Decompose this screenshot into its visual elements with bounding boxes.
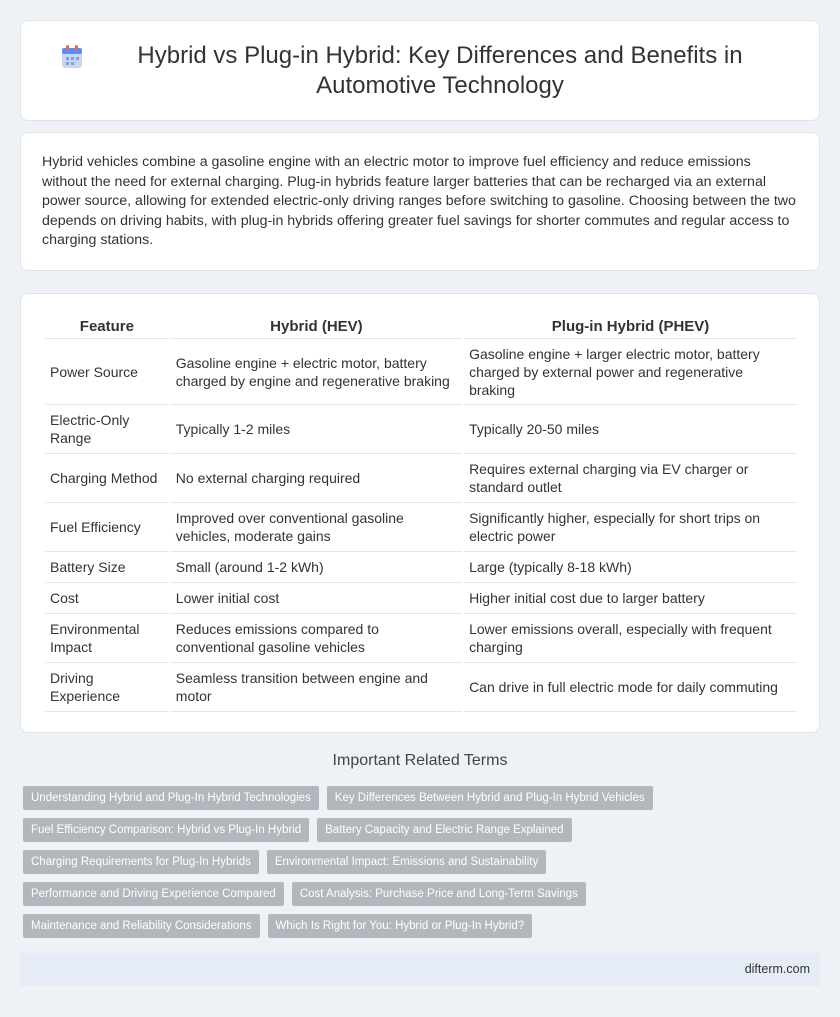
hev-cell: No external charging required	[171, 454, 462, 503]
phev-cell: Requires external charging via EV charger or standard outlet	[464, 454, 797, 503]
phev-cell: Typically 20-50 miles	[464, 405, 797, 454]
related-term-tag[interactable]: Cost Analysis: Purchase Price and Long-Term Savings	[292, 882, 586, 906]
hev-cell: Small (around 1-2 kWh)	[171, 552, 462, 583]
related-term-tag[interactable]: Which Is Right for You: Hybrid or Plug-In Hybrid?	[268, 914, 533, 938]
column-header-hev: Hybrid (HEV)	[171, 314, 462, 339]
feature-cell: Electric-Only Range	[45, 405, 169, 454]
intro-card	[20, 132, 820, 271]
related-term-tag[interactable]: Key Differences Between Hybrid and Plug-In Hybrid Vehicles	[327, 786, 653, 810]
phev-cell: Higher initial cost due to larger battery	[464, 583, 797, 614]
column-header-phev: Plug-in Hybrid (PHEV)	[464, 314, 797, 339]
table-row	[45, 614, 797, 663]
related-term-tag[interactable]: Fuel Efficiency Comparison: Hybrid vs Plug-In Hybrid	[23, 818, 309, 842]
tag-row	[23, 818, 823, 842]
tag-row	[23, 914, 823, 938]
table-row	[45, 405, 797, 454]
feature-cell: Environmental Impact	[45, 614, 169, 663]
phev-cell: Gasoline engine + larger electric motor, battery charged by external power and regenerative braking	[464, 339, 797, 405]
related-term-tag[interactable]: Charging Requirements for Plug-In Hybrids	[23, 850, 259, 874]
related-term-tag[interactable]: Battery Capacity and Electric Range Explained	[317, 818, 571, 842]
tag-row	[23, 786, 823, 810]
hev-cell: Seamless transition between engine and motor	[171, 663, 462, 712]
related-term-tag[interactable]: Performance and Driving Experience Compared	[23, 882, 284, 906]
related-term-tag[interactable]: Maintenance and Reliability Considerations	[23, 914, 260, 938]
intro-text: Hybrid vehicles combine a gasoline engine with an electric motor to improve fuel efficiency and reduce emissions without the need for external charging. Plug-in hybrids feature larger batteries that can be recharged via an external power source, allowing for extended electric-only driving ranges before switching to gasoline. Choosing between the two depends on driving habits, with plug-in hybrids offering greater fuel savings for shorter commutes and regular access to charging stations.	[42, 154, 796, 249]
comparison-table	[43, 314, 799, 712]
tag-row	[23, 882, 823, 906]
hev-cell: Gasoline engine + electric motor, battery charged by engine and regenerative braking	[171, 339, 462, 405]
feature-cell: Charging Method	[45, 454, 169, 503]
feature-cell: Fuel Efficiency	[45, 503, 169, 552]
phev-cell: Significantly higher, especially for short trips on electric power	[464, 503, 797, 552]
footer	[20, 953, 820, 986]
tag-row	[23, 850, 823, 874]
related-term-tag[interactable]: Environmental Impact: Emissions and Sustainability	[267, 850, 546, 874]
table-row	[45, 503, 797, 552]
header-card	[20, 20, 820, 121]
hev-cell: Lower initial cost	[171, 583, 462, 614]
phev-cell: Can drive in full electric mode for daily commuting	[464, 663, 797, 712]
feature-cell: Driving Experience	[45, 663, 169, 712]
related-term-tag[interactable]: Understanding Hybrid and Plug-In Hybrid Technologies	[23, 786, 319, 810]
table-row	[45, 583, 797, 614]
table-header-row	[45, 314, 797, 339]
page-title: Hybrid vs Plug-in Hybrid: Key Differences and Benefits in Automotive Technology	[137, 41, 743, 99]
feature-cell: Cost	[45, 583, 169, 614]
comparison-card	[20, 293, 820, 733]
footer-site-link[interactable]: difterm.com	[744, 962, 810, 976]
title-wrap	[21, 41, 819, 101]
table-row	[45, 552, 797, 583]
feature-cell: Battery Size	[45, 552, 169, 583]
related-terms-title: Important Related Terms	[332, 752, 508, 769]
feature-cell: Power Source	[45, 339, 169, 405]
phev-cell: Large (typically 8-18 kWh)	[464, 552, 797, 583]
hev-cell: Improved over conventional gasoline vehicles, moderate gains	[171, 503, 462, 552]
hev-cell: Reduces emissions compared to conventional gasoline vehicles	[171, 614, 462, 663]
calendar-icon	[61, 45, 83, 69]
hev-cell: Typically 1-2 miles	[171, 405, 462, 454]
table-row	[45, 663, 797, 712]
column-header-feature: Feature	[45, 314, 169, 339]
table-row	[45, 339, 797, 405]
phev-cell: Lower emissions overall, especially with frequent charging	[464, 614, 797, 663]
related-terms-list	[23, 786, 823, 946]
table-row	[45, 454, 797, 503]
